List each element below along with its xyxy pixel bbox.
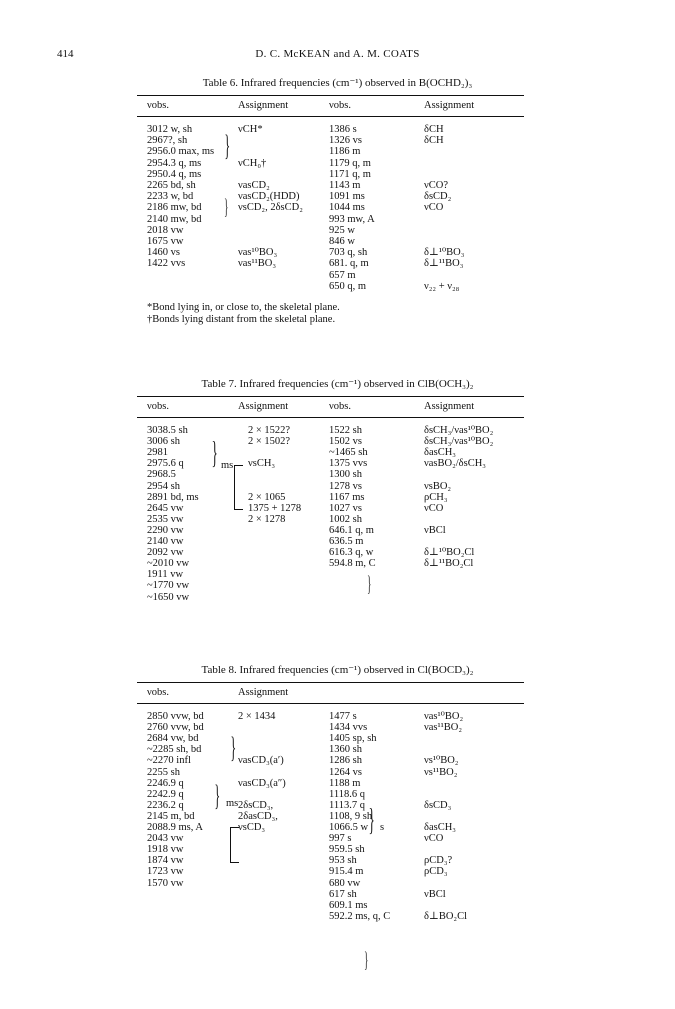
table8-right-freq-14: 915.4 m (329, 866, 364, 878)
table7-left-freq-14: ~1770 vw (147, 580, 190, 592)
table8-left-freq-8: 2236.2 q (147, 799, 184, 811)
table7-left-freq-6: 2891 bd, ms (147, 491, 199, 503)
table8-head-assign: Assignment (238, 687, 289, 698)
table6-left-freq-8: 2140 mw, bd (147, 213, 202, 225)
table7-right-freq-3: 1375 vvs (329, 458, 368, 470)
table6-right-assign-1: δCH (424, 135, 444, 147)
table6-left-assign-7: νsCD₂, 2δsCD₂ (238, 202, 303, 214)
table8-right-freq-9: 1108, 9 sh (329, 810, 373, 822)
table8-right-freq-2: 1405 sp, sh (329, 733, 377, 745)
table7-right-freq-0: 1522 sh (329, 425, 362, 436)
table6-left-freq-6: 2233 w, bd (147, 191, 194, 203)
table8-right-assign-18: δ⊥BO₂Cl (424, 910, 467, 922)
table8-right-freq-16: 617 sh (329, 888, 357, 900)
table7-left-assign-3: νsCH₃ (248, 458, 276, 470)
table7-left-freq-7: 2645 vw (147, 502, 184, 514)
table7-rule-top (137, 396, 524, 397)
table8-s-label: s (380, 822, 385, 833)
table8-right-assign-16: νBCl (424, 888, 446, 900)
table6-right-freq-4: 1171 q, m (329, 168, 371, 180)
table7-right-assign-6: ρCH₃ (424, 491, 448, 503)
table8-right-freq-10: 1066.5 w (329, 822, 369, 833)
table6-left-freq-9: 2018 vw (147, 224, 184, 236)
table8-right-freq-7: 1118.6 q (329, 788, 365, 800)
table6-brace-2: } (224, 194, 229, 219)
table6-head-assign2: Assignment (424, 100, 475, 111)
table6-right-freq-13: 657 m (329, 269, 356, 281)
running-title: D. C. McKEAN and A. M. COATS (255, 48, 420, 60)
table7-left-freq-1: 3006 sh (147, 436, 180, 448)
table6-right-assign-7: νCO (424, 202, 444, 214)
table8-left-freq-0: 2850 vvw, bd (147, 711, 204, 722)
table7-right-freq-10: 636.5 m (329, 536, 364, 547)
table8-left-freq-3: ~2285 sh, bd (147, 744, 202, 756)
table8-left-assign-6: νasCD₃(a″) (238, 777, 286, 789)
table6-right-freq-1: 1326 vs (329, 135, 362, 147)
table8-right-freq-12: 959.5 sh (329, 844, 365, 856)
table8-right-assign-14: ρCD₃ (424, 866, 448, 878)
table7-left-assign-6: 2 × 1065 (248, 491, 286, 503)
table7-right-freq-2: ~1465 sh (329, 447, 368, 459)
table7-left-assign-8: 2 × 1278 (248, 513, 286, 525)
table7-left-freq-10: 2140 vw (147, 536, 184, 547)
table6-right-assign-5: νCO? (424, 180, 448, 191)
table6-right-freq-12: 681. q, m (329, 258, 369, 270)
table7-right-freq-4: 1300 sh (329, 469, 362, 481)
table8-right-assign-8: δsCD₃ (424, 799, 452, 811)
table8-left-freq-6: 2246.9 q (147, 777, 184, 789)
table8-left-freq-13: 1874 vw (147, 855, 184, 867)
table6-left-assign-12: νas¹¹BO₃ (238, 258, 277, 270)
table6-right-freq-11: 703 q, sh (329, 247, 368, 259)
table8-left-assign-0: 2 × 1434 (238, 711, 276, 722)
table6-note-1: *Bond lying in, or close to, the skeletal plane. (147, 302, 340, 313)
table7-right-freq-12: 594.8 m, C (329, 558, 376, 570)
table8-rule-top (137, 682, 524, 683)
table8-left-assign-4: νasCD₃(a′) (238, 755, 284, 767)
table6-left-freq-1: 2967?, sh (147, 135, 188, 147)
table6-left-freq-2: 2956.0 max, ms (147, 146, 215, 158)
table7-rule-mid (137, 417, 524, 418)
table8-bracket (230, 827, 239, 863)
table8-brace-4: } (364, 947, 369, 972)
table7-right-assign-2: δasCH₃ (424, 447, 456, 459)
table7-right-freq-7: 1027 vs (329, 502, 362, 514)
table6-left-freq-4: 2950.4 q, ms (147, 168, 202, 180)
table8-right-assign-4: νs¹⁰BO₂ (424, 755, 459, 767)
table6-left-freq-12: 1422 vvs (147, 258, 186, 270)
table7-brace-1: } (211, 434, 218, 470)
table8-right-assign-0: νas¹⁰BO₂ (424, 711, 464, 722)
table8-right-freq-18: 592.2 ms, q, C (329, 910, 391, 922)
table8-right-freq-5: 1264 vs (329, 766, 362, 778)
table7-head-assign1: Assignment (238, 401, 289, 412)
table7-right-assign-1: δsCH₃/νas¹⁰BO₂ (424, 436, 494, 448)
table8-left-freq-15: 1570 vw (147, 877, 184, 889)
table6-left-freq-3: 2954.3 q, ms (147, 157, 202, 169)
table7-right-freq-6: 1167 ms (329, 491, 365, 503)
table6-caption: Table 6. Infrared frequencies (cm⁻¹) observed in B(OCHD₂)₃ (202, 77, 473, 89)
table8-left-freq-12: 1918 vw (147, 844, 184, 856)
table6-right-freq-9: 925 w (329, 224, 355, 236)
table6-right-assign-11: δ⊥¹⁰BO₃ (424, 247, 465, 259)
table8-ms-label: ms (226, 798, 239, 809)
table8-left-freq-9: 2145 m, bd (147, 810, 195, 822)
table7-left-assign-0: 2 × 1522? (248, 425, 291, 436)
table6-left-assign-3: νCH₀† (238, 157, 267, 169)
table6-left-freq-5: 2265 bd, sh (147, 180, 196, 191)
table7-left-freq-11: 2092 vw (147, 547, 184, 559)
table7-left-freq-9: 2290 vw (147, 524, 184, 536)
table7-brace-2: } (367, 571, 372, 596)
table6-right-freq-0: 1386 s (329, 124, 357, 135)
table6-left-freq-0: 3012 w, sh (147, 124, 193, 135)
table6-left-assign-0: νCH* (238, 124, 263, 135)
table7-right-assign-7: νCO (424, 502, 444, 514)
table8-rule-mid (137, 703, 524, 704)
table8-right-freq-13: 953 sh (329, 855, 357, 867)
table8-left-freq-14: 1723 vw (147, 866, 184, 878)
table8-right-freq-8: 1113.7 q (329, 799, 365, 811)
table8-left-freq-1: 2760 vvw, bd (147, 722, 204, 734)
table6-rule-top (137, 95, 524, 96)
table8-left-freq-2: 2684 vw, bd (147, 733, 199, 745)
table8-caption: Table 8. Infrared frequencies (cm⁻¹) observed in Cl(BOCD₃)₂ (201, 664, 474, 676)
table8-right-freq-15: 680 vw (329, 877, 361, 889)
table8-left-freq-5: 2255 sh (147, 766, 180, 778)
table8-left-assign-10: νsCD₃ (238, 822, 266, 833)
table7-right-assign-9: νBCl (424, 524, 446, 536)
table8-right-assign-1: νas¹¹BO₂ (424, 722, 463, 734)
table7-bracket (234, 465, 243, 510)
table7-ms-label: ms (221, 460, 234, 471)
table8-brace-2: } (214, 779, 221, 812)
table7-left-freq-4: 2968.5 (147, 469, 176, 481)
table8-left-freq-7: 2242.9 q (147, 788, 184, 800)
table7-caption: Table 7. Infrared frequencies (cm⁻¹) observed in ClB(OCH₃)₂ (201, 378, 474, 390)
table8-right-assign-13: ρCD₃? (424, 855, 453, 867)
table7-left-assign-1: 2 × 1502? (248, 436, 291, 448)
table7-right-freq-11: 616.3 q, w (329, 547, 374, 559)
table7-right-freq-1: 1502 vs (329, 436, 362, 448)
table8-brace-3: } (368, 801, 375, 837)
table6-head-nu2: νobs. (329, 100, 351, 111)
table8-right-assign-11: νCO (424, 833, 444, 845)
table7-right-assign-0: δsCH₃/νas¹⁰BO₂ (424, 425, 494, 436)
table6-right-freq-6: 1091 ms (329, 191, 365, 203)
table7-right-assign-12: δ⊥¹¹BO₂Cl (424, 558, 474, 570)
table7-left-freq-15: ~1650 vw (147, 591, 190, 603)
table8-right-freq-1: 1434 vvs (329, 722, 368, 734)
table6-left-assign-6: νasCD₂(HDD) (238, 191, 300, 203)
table6-left-assign-5: νasCD₂ (238, 180, 270, 191)
table6-left-freq-7: 2186 mw, bd (147, 202, 202, 214)
table7-left-freq-2: 2981 (147, 447, 168, 459)
table6-right-freq-10: 846 w (329, 236, 355, 247)
table8-right-assign-10: δasCH₃ (424, 822, 456, 833)
table6-right-freq-5: 1143 m (329, 180, 361, 191)
table7-head-nu2: νobs. (329, 401, 351, 412)
table6-right-freq-14: 650 q, m (329, 280, 367, 292)
table8-brace-1: } (230, 731, 237, 764)
table6-left-freq-10: 1675 vw (147, 236, 184, 247)
table8-right-freq-17: 609.1 ms (329, 899, 368, 911)
table8-left-freq-11: 2043 vw (147, 833, 184, 845)
table8-left-assign-9: 2δasCD₃, (238, 810, 278, 822)
table6-right-assign-6: δsCD₂ (424, 191, 452, 203)
table6-left-freq-11: 1460 vs (147, 247, 180, 259)
table8-left-freq-10: 2088.9 ms, A (147, 822, 204, 833)
table7-right-freq-8: 1002 sh (329, 513, 362, 525)
table6-head-assign1: Assignment (238, 100, 289, 111)
table6-right-freq-7: 1044 ms (329, 202, 365, 214)
table6-right-assign-12: δ⊥¹¹BO₃ (424, 258, 464, 270)
table7-head-nu1: νobs. (147, 401, 169, 412)
table8-right-freq-3: 1360 sh (329, 744, 362, 756)
table7-left-freq-8: 2535 vw (147, 513, 184, 525)
table6-right-assign-14: ν₂₂ + ν₂₈ (424, 280, 460, 292)
table7-right-assign-5: νsBO₂ (424, 480, 452, 492)
table6-head-nu1: νobs. (147, 100, 169, 111)
table6-right-freq-8: 993 mw, A (329, 213, 375, 225)
table7-head-assign2: Assignment (424, 401, 475, 412)
table8-right-assign-5: νs¹¹BO₂ (424, 766, 458, 778)
table7-left-freq-3: 2975.6 q (147, 458, 184, 470)
table8-left-assign-8: 2δsCD₃, (238, 799, 274, 811)
table6-right-freq-3: 1179 q, m (329, 157, 371, 169)
table7-right-freq-9: 646.1 q, m (329, 524, 374, 536)
table7-right-assign-11: δ⊥¹⁰BO₂Cl (424, 547, 475, 559)
table7-right-freq-5: 1278 vs (329, 480, 362, 492)
table7-left-freq-5: 2954 sh (147, 480, 180, 492)
page-number: 414 (57, 48, 74, 60)
table8-right-freq-4: 1286 sh (329, 755, 362, 767)
table7-left-freq-13: 1911 vw (147, 569, 184, 581)
table8-right-freq-0: 1477 s (329, 711, 357, 722)
table8-right-freq-6: 1188 m (329, 777, 361, 789)
table6-left-assign-11: νas¹⁰BO₃ (238, 247, 278, 259)
table6-right-assign-0: δCH (424, 124, 444, 135)
table6-brace-1: } (224, 129, 231, 162)
table8-right-freq-11: 997 s (329, 833, 352, 845)
table7-left-freq-12: ~2010 vw (147, 558, 190, 570)
table6-right-freq-2: 1186 m (329, 146, 361, 158)
table6-note-2: †Bonds lying distant from the skeletal plane. (147, 314, 336, 325)
table7-left-freq-0: 3038.5 sh (147, 425, 188, 436)
table7-right-assign-3: νasBO₂/δsCH₃ (424, 458, 486, 470)
table7-left-assign-7: 1375 + 1278 (248, 502, 302, 514)
table6-rule-mid (137, 116, 524, 117)
table8-head-nu: νobs. (147, 687, 169, 698)
table8-left-freq-4: ~2270 infl (147, 755, 191, 767)
